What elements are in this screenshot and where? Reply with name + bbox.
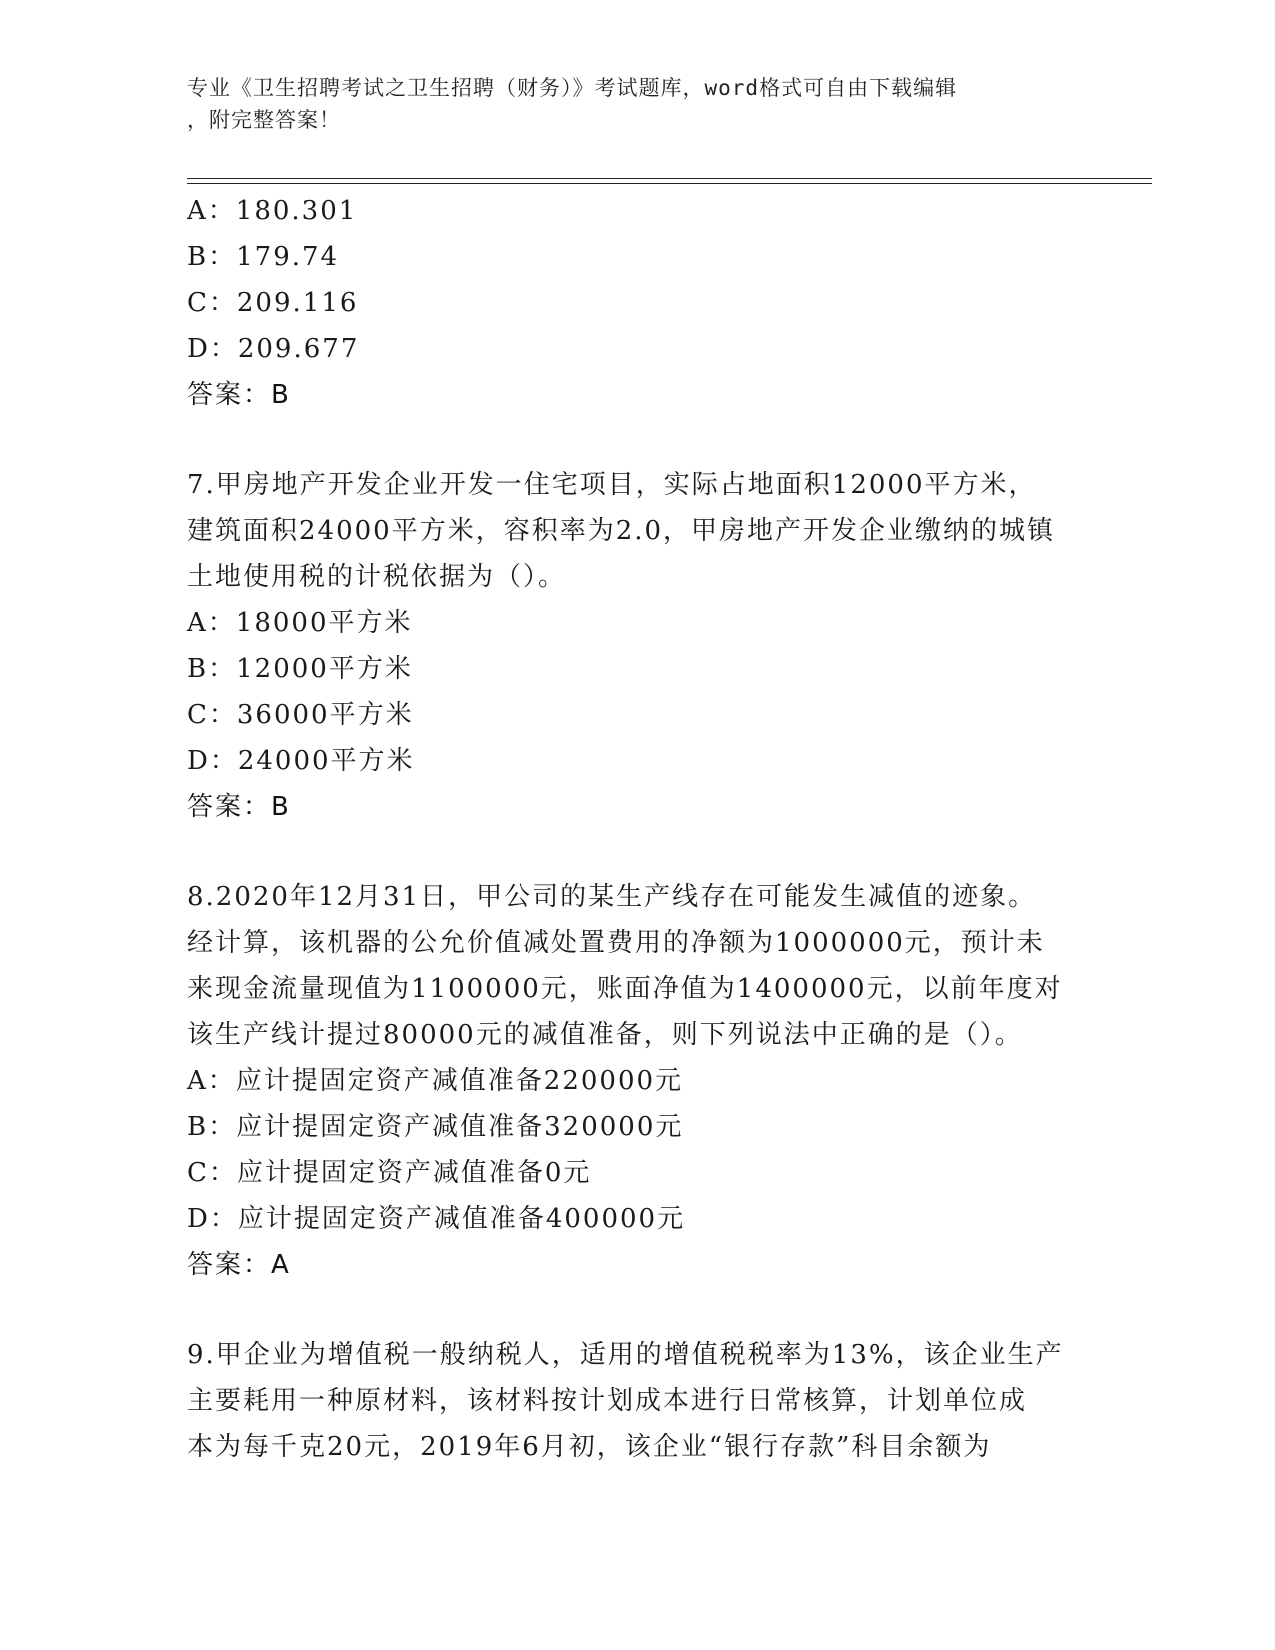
question-text-line: 本为每千克20元，2019年6月初，该企业“银行存款”科目余额为 [187, 1432, 992, 1462]
header-line-2: ，附完整答案！ [187, 108, 341, 132]
option-b: B：12000平方米 [187, 654, 413, 684]
option-c: C：应计提固定资产减值准备0元 [187, 1158, 592, 1188]
question-text-line: 该生产线计提过80000元的减值准备，则下列说法中正确的是（）。 [187, 1020, 1023, 1050]
header-divider-bottom [187, 183, 1152, 184]
question-7 [187, 462, 1087, 830]
question-list [187, 188, 1087, 1470]
option-d: D：24000平方米 [187, 746, 415, 776]
option-a: A：180.301 [187, 196, 358, 226]
spacer [187, 418, 1087, 462]
option-c: C：36000平方米 [187, 700, 414, 730]
question-text-line: 土地使用税的计税依据为（）。 [187, 562, 567, 592]
question-text-line: 7.甲房地产开发企业开发一住宅项目，实际占地面积12000平方米， [187, 470, 1037, 500]
question-text-line: 8.2020年12月31日，甲公司的某生产线存在可能发生减值的迹象。 [187, 882, 1037, 912]
answer-line: 答案：B [187, 792, 291, 822]
question-6 [187, 188, 1087, 418]
option-c: C：209.116 [187, 288, 359, 318]
answer-line: 答案：B [187, 380, 291, 410]
option-a: A：应计提固定资产减值准备220000元 [187, 1066, 684, 1096]
answer-line: 答案：A [187, 1250, 291, 1280]
question-text-line: 主要耗用一种原材料，该材料按计划成本进行日常核算，计划单位成 [187, 1386, 1028, 1416]
spacer [187, 1288, 1087, 1332]
question-text-line: 建筑面积24000平方米，容积率为2.0，甲房地产开发企业缴纳的城镇 [187, 516, 1056, 546]
question-9 [187, 1332, 1087, 1470]
header-divider-top [187, 178, 1152, 179]
header-line-1: 专业《卫生招聘考试之卫生招聘（财务）》考试题库，word格式可自由下载编辑 [187, 76, 958, 100]
question-text-line: 来现金流量现值为1100000元，账面净值为1400000元，以前年度对 [187, 974, 1063, 1004]
option-b: B：应计提固定资产减值准备320000元 [187, 1112, 684, 1142]
spacer [187, 830, 1087, 874]
question-text-line: 经计算，该机器的公允价值减处置费用的净额为1000000元，预计未 [187, 928, 1045, 958]
option-d: D：应计提固定资产减值准备400000元 [187, 1204, 686, 1234]
document-header [187, 72, 1067, 136]
question-text-line: 9.甲企业为增值税一般纳税人，适用的增值税税率为13%，该企业生产 [187, 1340, 1064, 1370]
option-b: B：179.74 [187, 242, 340, 272]
option-a: A：18000平方米 [187, 608, 413, 638]
question-8 [187, 874, 1087, 1288]
option-d: D：209.677 [187, 334, 360, 364]
